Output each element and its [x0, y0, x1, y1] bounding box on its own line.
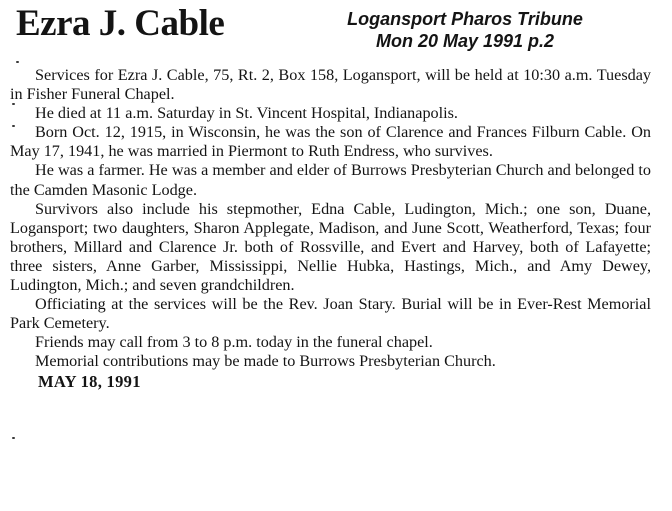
newspaper-name: Logansport Pharos Tribune [347, 9, 583, 29]
paragraph-memorials: Memorial contributions may be made to Burrows Presbyterian Church. [35, 352, 496, 371]
paragraph-services: Services for Ezra J. Cable, 75, Rt. 2, Box 158, Logansport, will be held at 10:30 a.m. Tuesday in Fisher Funeral Chapel. [10, 66, 651, 104]
source-citation [300, 8, 630, 52]
obituary-name: Ezra J. Cable [16, 3, 225, 44]
publication-date: Mon 20 May 1991 p.2 [375, 31, 555, 51]
paragraph-death: He died at 11 a.m. Saturday in St. Vincent Hospital, Indianapolis. [35, 104, 458, 123]
obituary-body [10, 66, 651, 392]
paragraph-birth-marriage: Born Oct. 12, 1915, in Wisconsin, he was the son of Clarence and Frances Filburn Cable. On May 17, 1941, he was married in Piermont to Ruth Endress, who survives. [10, 123, 651, 161]
paragraph-officiating: Officiating at the services will be the Rev. Joan Stary. Burial will be in Ever-Rest Memorial Park Cemetery. [10, 295, 651, 333]
print-speck [12, 437, 15, 439]
dateline: MAY 18, 1991 [38, 371, 141, 391]
print-speck [16, 61, 19, 63]
paragraph-survivors: Survivors also include his stepmother, Edna Cable, Ludington, Mich.; one son, Duane, Logansport; two daughters, Sharon Applegate, Madison, and June Scott, Weatherford, Texas; four brothers, Millard and Clarence Jr. both of Rossville, and Evert and Harvey, both of Lafayette; three sisters, Anne Garber, Mississippi, Nellie Hubka, Hastings, Mich., and Amy Dewey, Ludington, Mich.; and seven grandchildren. [10, 199, 651, 295]
paragraph-visitation: Friends may call from 3 to 8 p.m. today in the funeral chapel. [35, 333, 433, 352]
paragraph-occupation: He was a farmer. He was a member and elder of Burrows Presbyterian Church and belonged to the Camden Masonic Lodge. [10, 161, 651, 199]
